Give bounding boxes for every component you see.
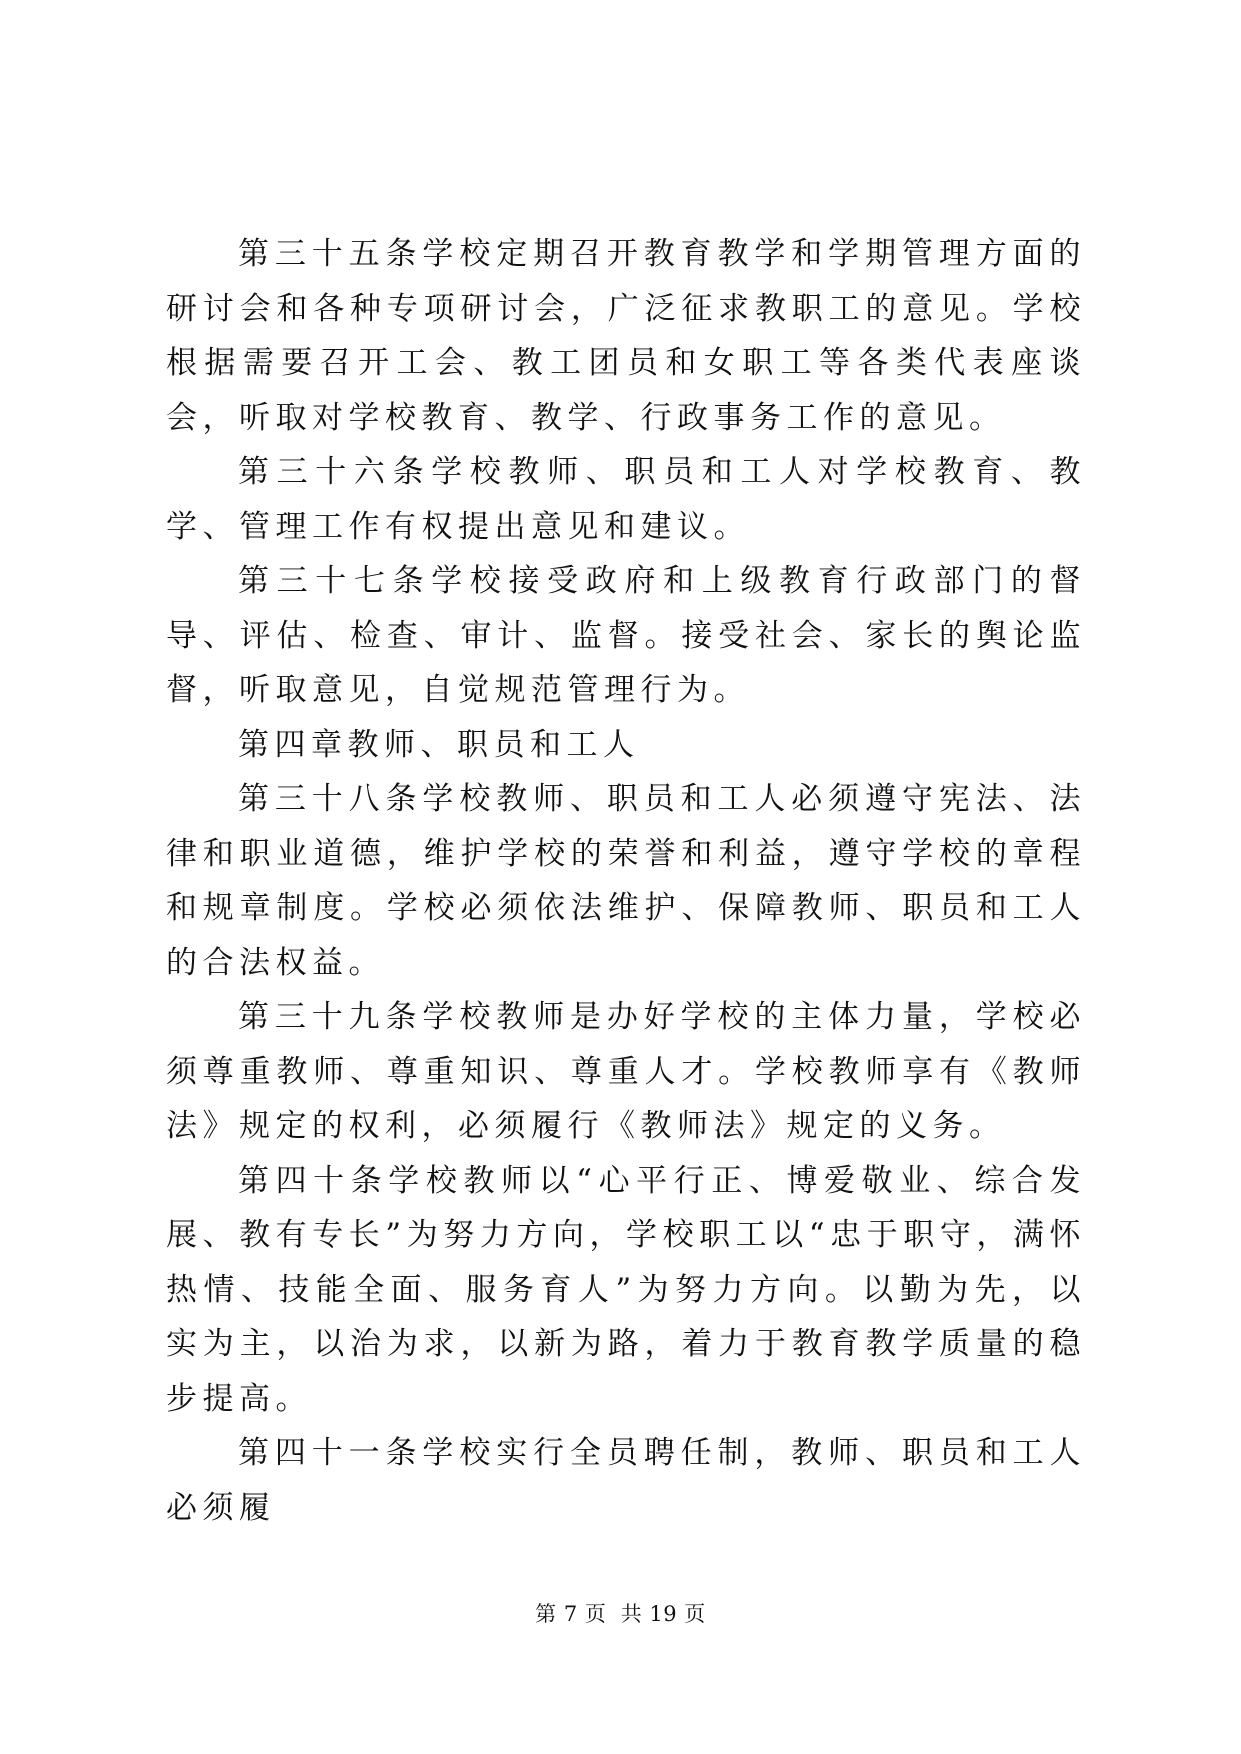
paragraph-article-39: 第三十九条学校教师是办好学校的主体力量，学校必须尊重教师、尊重知识、尊重人才。学校教师享有《教师法》规定的权利，必须履行《教师法》规定的义务。: [166, 999, 1086, 1144]
document-body: [166, 227, 1086, 1535]
paragraph-article-41: 第四十一条学校实行全员聘任制，教师、职员和工人必须履: [166, 1435, 1086, 1526]
paragraph-article-38: 第三十八条学校教师、职员和工人必须遵守宪法、法律和职业道德，维护学校的荣誉和利益，遵守学校的章程和规章制度。学校必须依法维护、保障教师、职员和工人的合法权益。: [166, 781, 1086, 981]
paragraph-article-35: 第三十五条学校定期召开教育教学和学期管理方面的研讨会和各种专项研讨会，广泛征求教职工的意见。学校根据需要召开工会、教工团员和女职工等各类代表座谈会，听取对学校教育、教学、行政事务工作的意见。: [166, 236, 1086, 436]
chapter-heading: 第四章教师、职员和工人: [238, 726, 640, 763]
paragraph-article-36: 第三十六条学校教师、职员和工人对学校教育、教学、管理工作有权提出意见和建议。: [166, 454, 1086, 545]
page-number-label: 第 7 页 共 19 页: [535, 1602, 706, 1626]
paragraph-article-40: 第四十条学校教师以“心平行正、博爱敬业、综合发展、教有专长”为努力方向，学校职工以“忠于职守，满怀热情、技能全面、服务育人”为努力方向。以勤为先，以实为主，以治为求，以新为路，着力于教育教学质量的稳步提高。: [166, 1162, 1086, 1417]
page-footer: [0, 1598, 1241, 1628]
paragraph-article-37: 第三十七条学校接受政府和上级教育行政部门的督导、评估、检查、审计、监督。接受社会、家长的舆论监督，听取意见，自觉规范管理行为。: [166, 563, 1086, 708]
